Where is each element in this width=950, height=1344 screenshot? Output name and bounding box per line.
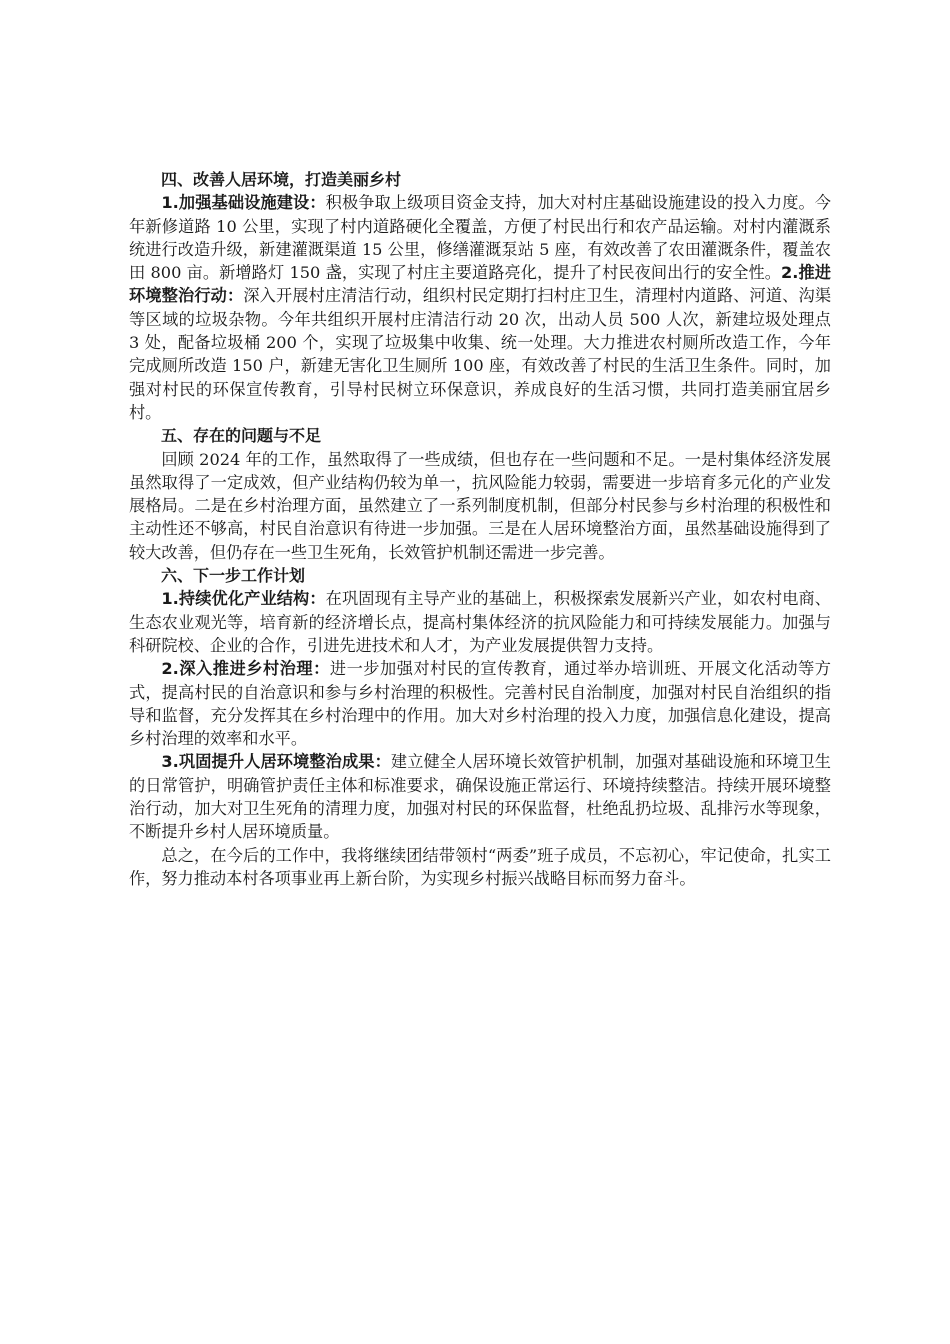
item-text-living-environment: 建立健全人居环境长效管护机制，加强对基础设施和环境卫生的日常管护，明确管护责任主体和标准要求，确保设施正常运行、环境持续整洁。持续开展环境整治行动，加大对卫生死角的清理力度，加强对村民的环保监督，杜绝乱扔垃圾、乱排污水等现象，不断提升乡村人居环境质量。 — [129, 752, 831, 842]
paragraph-infrastructure-and-environment — [129, 191, 831, 424]
section-heading-improve-environment: 四、改善人居环境，打造美丽乡村 — [161, 170, 402, 189]
section-heading-next-plan: 六、下一步工作计划 — [161, 566, 306, 586]
paragraph-conclusion: 总之，在今后的工作中，我将继续团结带领村“两委”班子成员，不忘初心，牢记使命，扎实工作，努力推动本村各项事业再上新台阶，为实现乡村振兴战略目标而努力奋斗。 — [129, 845, 831, 888]
item-title-industry: 1.持续优化产业结构： — [161, 589, 326, 609]
item-title-environment-action: 2.推进环境整治行动： — [129, 263, 831, 306]
section-heading-problems: 五、存在的问题与不足 — [161, 426, 322, 446]
item-text-environment-action: 深入开展村庄清洁行动，组织村民定期打扫村庄卫生，清理村内道路、河道、沟渠等区域的垃圾杂物。今年共组织开展村庄清洁行动 20 次，出动人员 500 人次，新建垃圾处理点 3 处，配备垃圾桶 200 个，实现了垃圾集中收集、统一处理。大力推进农村厕所改造工作，今年完成厕所改造 150 户，新建无害化卫生厕所 100 座，有效改善了村民的生活卫生条件。同时，加强对村民的环保宣传教育，引导村民树立环保意识，养成良好的生活习惯，共同打造美丽宜居乡村。 — [129, 286, 832, 422]
item-title-governance: 2.深入推进乡村治理： — [161, 659, 330, 679]
item-title-living-environment: 3.巩固提升人居环境整治成果： — [161, 752, 391, 772]
item-text-infrastructure: 积极争取上级项目资金支持，加大对村庄基础设施建设的投入力度。今年新修道路 10 公里，实现了村内道路硬化全覆盖，方便了村民出行和农产品运输。对村内灌溉系统进行改造升级，新建灌溉渠道 15 公里，修缮灌溉泵站 5 座，有效改善了农田灌溉条件，覆盖农田 800 亩。新增路灯 150 盏，实现了村庄主要道路亮化，提升了村民夜间出行的安全性。 — [129, 193, 831, 283]
paragraph-problems: 回顾 2024 年的工作，虽然取得了一些成绩，但也存在一些问题和不足。一是村集体经济发展虽然取得了一定成效，但产业结构仍较为单一，抗风险能力较弱，需要进一步培育多元化的产业发展格局。二是在乡村治理方面，虽然建立了一系列制度机制，但部分村民参与乡村治理的积极性和主动性还不够高，村民自治意识有待进一步加强。三是在人居环境整治方面，虽然基础设施得到了较大改善，但仍存在一些卫生死角，长效管护机制还需进一步完善。 — [129, 449, 831, 562]
paragraph-living-environment — [129, 750, 831, 843]
document-page — [129, 168, 831, 890]
item-title-infrastructure: 1.加强基础设施建设： — [161, 193, 326, 213]
item-text-industry: 在巩固现有主导产业的基础上，积极探索发展新兴产业，如农村电商、生态农业观光等，培育新的经济增长点，提高村集体经济的抗风险能力和可持续发展能力。加强与科研院校、企业的合作，引进先进技术和人才，为产业发展提供智力支持。 — [129, 589, 831, 655]
paragraph-industry — [129, 587, 831, 657]
paragraph-governance — [129, 657, 831, 750]
item-text-governance: 进一步加强对村民的宣传教育，通过举办培训班、开展文化活动等方式，提高村民的自治意识和参与乡村治理的积极性。完善村民自治制度，加强对村民自治组织的指导和监督，充分发挥其在乡村治理中的作用。加大对乡村治理的投入力度，加强信息化建设，提高乡村治理的效率和水平。 — [129, 659, 831, 749]
